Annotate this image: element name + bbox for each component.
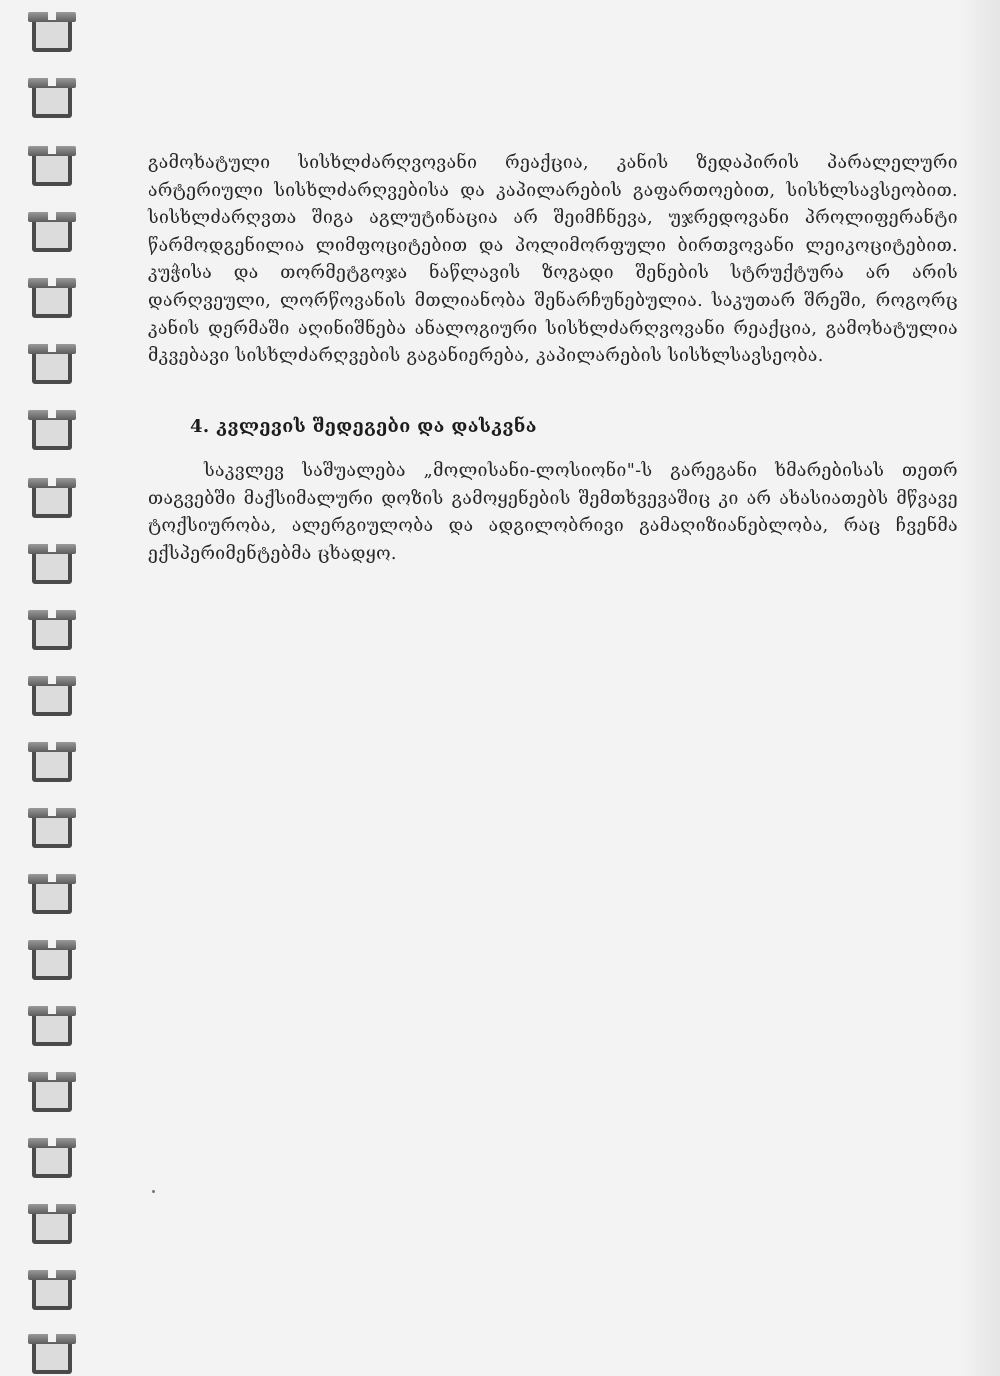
binding-ring [28,544,76,586]
body-paragraph-1 [148,150,958,371]
binding-ring [28,1138,76,1180]
paragraph-text: საკვლევ საშუალება „მოლისანი-ლოსიონი"-ს გარეგანი ხმარებისას თეთრ თაგვებში მაქსიმალური დოზის გამოყენების შემთხვევაშიც კი არ ახასიათებს მწვავე ტოქსიურობა, ალერგიულობა და ადგილობრივი გამაღიზიანებლობა, რაც ჩვენმა ექსპერიმენტებმა ცხადყო. [148,461,958,564]
binding-ring [28,808,76,850]
binding-ring [28,78,76,120]
binding-ring [28,874,76,916]
binding-ring [28,940,76,982]
binding-ring [28,1072,76,1114]
binding-ring [28,344,76,386]
binding-ring [28,1270,76,1312]
binding-ring [28,676,76,718]
section-heading: 4. კვლევის შედეგები და დასკვნა [190,416,537,437]
paragraph-text: გამოხატული სისხლძარღვოვანი რეაქცია, კანის ზედაპირის პარალელური არტერიული სისხლძარღვებისა და კაპილარების გაფართოებით, სისხლსავსეობით. სისხლძარღვთა შიგა აგლუტინაცია არ შეიმჩნევა, უჯრედოვანი პროლიფერანტი წარმოდგენილია ლიმფოციტებით და პოლიმორფული ბირთვოვანი ლეიკოციტებით. კუჭისა და თორმეტგოჯა ნაწლავის ზოგადი შენების სტრუქტურა არ არის დარღვეული, ლორწოვანის მთლიანობა შენარჩუნებულია. საკუთარ შრეში, როგორც კანის დერმაში აღინიშნება ანალოგიური სისხლძარღვოვანი რეაქცია, გამოხატულია მკვებავი სისხლძარღვების გაგანიერება, კაპილარების სისხლსავსეობა. [148,153,958,367]
binding-ring [28,478,76,520]
binding-ring [28,278,76,320]
binding-ring [28,742,76,784]
binding-ring [28,1334,76,1376]
binding-ring [28,1006,76,1048]
scan-speck [152,1190,155,1193]
body-paragraph-2 [148,458,958,568]
binding-ring [28,410,76,452]
binding-ring [28,1204,76,1246]
binding-ring [28,12,76,54]
spiral-binding [0,0,90,1376]
binding-ring [28,610,76,652]
binding-ring [28,146,76,188]
binding-ring [28,212,76,254]
page-edge-shadow [960,0,1000,1376]
